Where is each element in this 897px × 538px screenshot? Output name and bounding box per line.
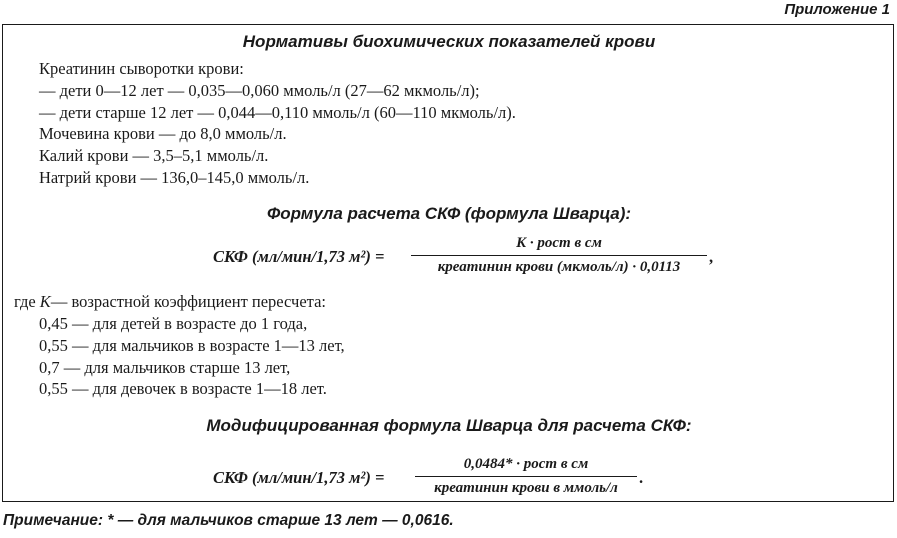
norm-line-children-0-12: — дети 0—12 лет — 0,035—0,060 ммоль/л (27—62 мкмоль/л); [39, 81, 480, 100]
modified-schwartz-formula [3, 453, 895, 507]
schwartz-formula [3, 232, 895, 286]
formula-end-punct: , [709, 247, 714, 266]
formula-numerator: K · рост в см [516, 235, 602, 251]
formula-denominator: креатинин крови (мкмоль/л) · 0,0113 [437, 259, 681, 275]
coefficient-line: 0,7 — для мальчиков старше 13 лет, [39, 358, 291, 377]
where-variable: K [39, 292, 51, 311]
footnote: Примечание: * — для мальчиков старше 13 лет — 0,0616. [3, 512, 454, 529]
norm-line-urea: Мочевина крови — до 8,0 ммоль/л. [39, 124, 287, 143]
formula-fraction [411, 232, 707, 278]
coefficient-line: 0,45 — для детей в возрасте до 1 года, [39, 314, 308, 333]
formula-lhs: СКФ (мл/мин/1,73 м²) = [213, 468, 385, 487]
norm-line-creatinine: Креатинин сыворотки крови: [39, 59, 244, 78]
formula-lhs: СКФ (мл/мин/1,73 м²) = [213, 247, 385, 266]
where-description: — возрастной коэффициент пересчета: [50, 292, 326, 311]
coefficient-line: 0,55 — для девочек в возрасте 1—18 лет. [39, 379, 327, 398]
section-title-schwartz-formula: Формула расчета СКФ (формула Шварца): [266, 204, 632, 223]
formula-denominator: креатинин крови в ммоль/л [434, 480, 618, 496]
norm-line-potassium: Калий крови — 3,5–5,1 ммоль/л. [39, 146, 269, 165]
formula-numerator: 0,0484* · рост в см [463, 456, 589, 472]
where-prefix: где [14, 292, 40, 311]
where-line [14, 292, 326, 312]
section-title-norms: Нормативы биохимических показателей крови [242, 32, 656, 51]
formula-end-punct: . [639, 468, 644, 487]
norm-line-sodium: Натрий крови — 136,0–145,0 ммоль/л. [39, 168, 310, 187]
formula-fraction [415, 453, 637, 499]
norms-frame [2, 24, 894, 502]
appendix-label: Приложение 1 [784, 1, 890, 18]
section-title-modified-formula: Модифицированная формула Шварца для расчета СКФ: [206, 416, 692, 435]
coefficient-line: 0,55 — для мальчиков в возрасте 1—13 лет, [39, 336, 345, 355]
norm-line-children-over-12: — дети старше 12 лет — 0,044—0,110 ммоль/л (60—110 мкмоль/л). [39, 103, 516, 122]
